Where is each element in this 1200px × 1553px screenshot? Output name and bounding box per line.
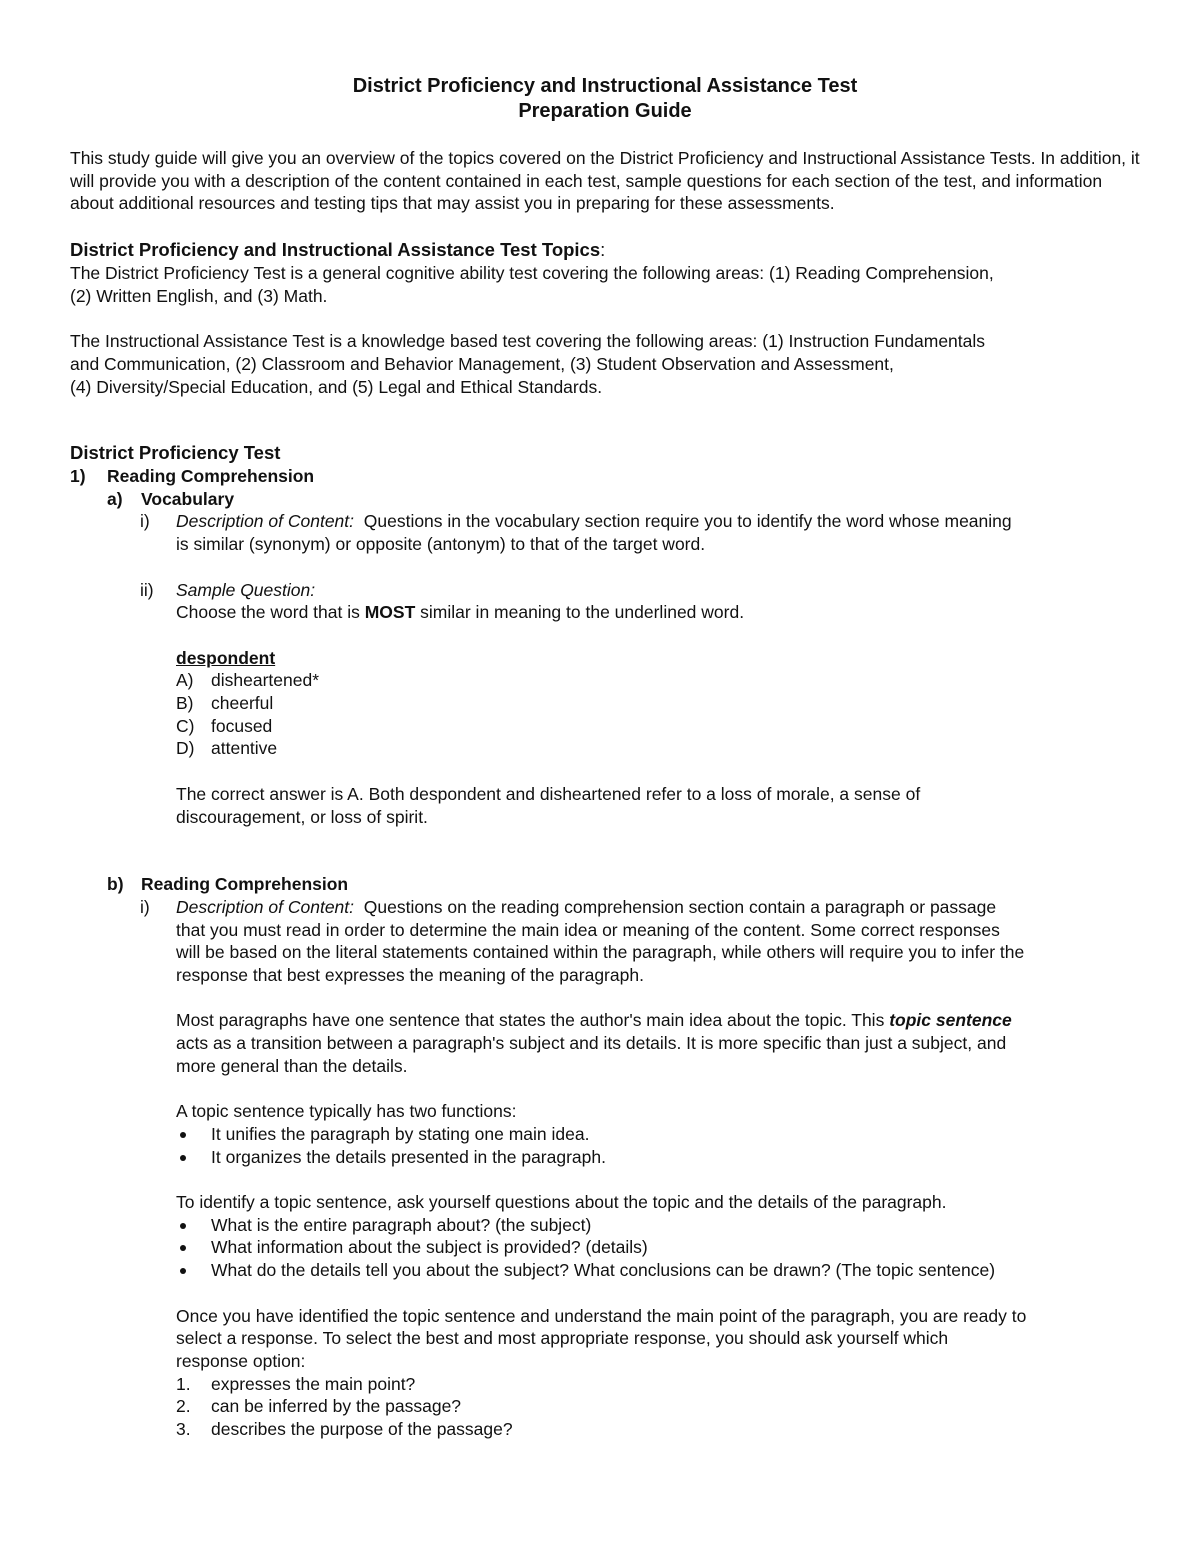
topic-sentence-line1 [70, 1009, 1140, 1032]
reading-letter: b) [107, 874, 124, 895]
option-text: attentive [211, 738, 278, 759]
reading-description-label: Description of Content: [176, 896, 355, 917]
section-1-heading [70, 465, 1140, 488]
topics-heading-colon: : [600, 239, 606, 261]
vocabulary-prompt-post: similar in meaning to the underlined word. [415, 602, 745, 623]
proficiency-test-heading: District Proficiency Test [70, 442, 281, 463]
list-item-text: What is the entire paragraph about? (the subject) [211, 1214, 592, 1235]
section-1-number: 1) [70, 466, 86, 486]
topics-heading-text: District Proficiency and Instructional Assistance Test Topics [70, 239, 601, 261]
topics-heading [70, 238, 1140, 262]
reading-title: Reading Comprehension [141, 874, 349, 895]
instructional-overview-line2: and Communication, (2) Classroom and Behavior Management, (3) Student Observation and Assessment, [70, 353, 894, 374]
proficiency-overview-line1: The District Proficiency Test is a general cognitive ability test covering the following areas: (1) Reading Comprehension, [70, 263, 994, 284]
answer-option [70, 669, 1140, 692]
step-text: can be inferred by the passage? [211, 1396, 462, 1417]
list-item [70, 1123, 1140, 1146]
vocabulary-title: Vocabulary [141, 488, 235, 509]
reading-description-number: i) [140, 896, 150, 917]
numbered-item [70, 1395, 1140, 1418]
intro-paragraph: This study guide will give you an overview of the topics covered on the District Proficiency and Instructional Assistance Tests. In addition, it will provide you with a description of the content contained in each test, sample questions for each section of the test, and information about additional resources and testing tips that may assist you in preparing for these assessments. [70, 148, 1140, 214]
vocabulary-description [70, 510, 1140, 533]
bullet-icon [180, 1132, 186, 1138]
list-item [70, 1146, 1140, 1169]
answer-option [70, 737, 1140, 760]
option-letter: D) [176, 738, 195, 759]
list-item [70, 1214, 1140, 1237]
instructional-overview-line3: (4) Diversity/Special Education, and (5) Legal and Ethical Standards. [70, 376, 603, 397]
vocabulary-sample-heading [70, 579, 1140, 602]
vocabulary-letter: a) [107, 488, 123, 509]
answer-explanation-line1: The correct answer is A. Both despondent and disheartened refer to a loss of morale, a sense of [176, 783, 921, 804]
vocabulary-sample-label: Sample Question: [176, 579, 316, 600]
vocabulary-heading [70, 488, 1140, 511]
step-text: describes the purpose of the passage? [211, 1419, 513, 1440]
reading-comprehension-heading [70, 873, 1140, 896]
topic-sentence-term: topic sentence [889, 1010, 1012, 1031]
bullet-icon [180, 1245, 186, 1251]
list-item-text: It organizes the details presented in the paragraph. [211, 1146, 606, 1167]
list-item [70, 1236, 1140, 1259]
answer-explanation-line2: discouragement, or loss of spirit. [176, 806, 428, 827]
list-item-text: What do the details tell you about the subject? What conclusions can be drawn? (The topic sentence) [211, 1260, 996, 1281]
step-number: 1. [176, 1373, 191, 1394]
option-letter: C) [176, 715, 195, 736]
vocabulary-prompt-emphasis: MOST [364, 602, 416, 623]
reading-description [70, 896, 1140, 919]
answer-option [70, 692, 1140, 715]
reading-description-text: Questions on the reading comprehension section contain a paragraph or passage [363, 896, 997, 917]
bullet-icon [180, 1268, 186, 1274]
page-subtitle: Preparation Guide [518, 100, 692, 122]
vocabulary-sample-number: ii) [140, 579, 154, 600]
page-title: District Proficiency and Instructional Assistance Test [352, 75, 858, 97]
vocabulary-prompt [70, 601, 1140, 624]
topic-sentence-text: Most paragraphs have one sentence that states the author's main idea about the topic. This [176, 1010, 890, 1031]
reading-description-line3: will be based on the literal statements contained within the paragraph, while others will require you to infer the [176, 942, 1025, 963]
document-page [70, 74, 1140, 1441]
select-response-line1: Once you have identified the topic sentence and understand the main point of the paragraph, you are ready to [176, 1305, 1027, 1326]
identify-intro: To identify a topic sentence, ask yourself questions about the topic and the details of the paragraph. [176, 1192, 947, 1212]
step-text: expresses the main point? [211, 1373, 416, 1394]
topic-sentence-line2: acts as a transition between a paragraph's subject and its details. It is more specific than just a subject, and [176, 1033, 1007, 1054]
numbered-item [70, 1418, 1140, 1441]
list-item-text: It unifies the paragraph by stating one main idea. [211, 1123, 590, 1144]
vocabulary-description-number: i) [140, 511, 150, 532]
list-item [70, 1259, 1140, 1282]
select-response-line2: select a response. To select the best and most appropriate response, you should ask yourself which [176, 1328, 949, 1349]
reading-description-line4: response that best expresses the meaning of the paragraph. [176, 965, 644, 986]
step-number: 3. [176, 1419, 191, 1440]
numbered-item [70, 1373, 1140, 1396]
list-item-text: What information about the subject is provided? (details) [211, 1237, 648, 1258]
vocabulary-description-text: Questions in the vocabulary section require you to identify the word whose meaning [363, 511, 1012, 532]
proficiency-overview-line2: (2) Written English, and (3) Math. [70, 285, 328, 306]
target-word: despondent [176, 647, 276, 668]
vocabulary-description-cont: is similar (synonym) or opposite (antonym) to that of the target word. [176, 534, 706, 555]
vocabulary-description-label: Description of Content: [176, 511, 355, 532]
step-number: 2. [176, 1396, 191, 1417]
bullet-icon [180, 1155, 186, 1161]
option-letter: B) [176, 693, 194, 713]
topic-sentence-line3: more general than the details. [176, 1055, 408, 1076]
instructional-overview-line1: The Instructional Assistance Test is a knowledge based test covering the following areas: (1) Instruction Fundamentals [70, 331, 986, 352]
option-text: cheerful [211, 693, 274, 713]
functions-intro: A topic sentence typically has two functions: [176, 1101, 517, 1122]
select-response-line3: response option: [176, 1350, 306, 1371]
reading-description-line2: that you must read in order to determine the main idea or meaning of the content. Some correct responses [176, 919, 1000, 940]
option-letter: A) [176, 670, 194, 691]
answer-option [70, 715, 1140, 738]
option-text: focused [211, 715, 273, 736]
vocabulary-prompt-pre: Choose the word that is [176, 602, 365, 623]
section-1-title: Reading Comprehension [107, 466, 315, 486]
option-text: disheartened* [211, 670, 319, 691]
bullet-icon [180, 1223, 186, 1229]
